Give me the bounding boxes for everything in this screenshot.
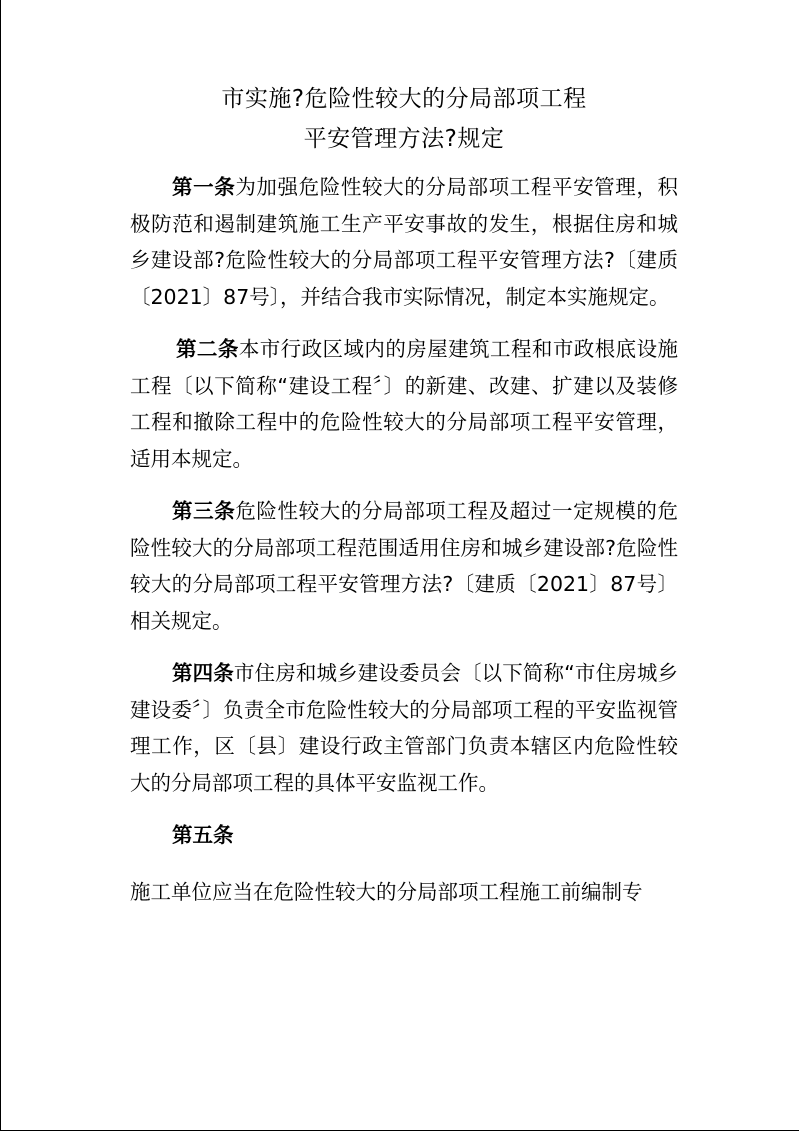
document-title-line-1: 市实施?危险性较大的分局部项工程 (221, 86, 587, 112)
article-1 (130, 169, 678, 315)
document-title-line-2: 平安管理方法?规定 (303, 126, 505, 152)
article-4-label: 第四条 (172, 661, 234, 685)
trailing-paragraph: 施工单位应当在危险性较大的分局部项工程施工前编制专 (130, 879, 643, 904)
article-5-label: 第五条 (172, 823, 234, 847)
article-4-text: 市住房和城乡建设委员会〔以下简称“市住房城乡建设委〞〕负责全市危险性较大的分局部项工程的平安监视管理工作，区〔县〕建设行政主管部门负责本辖区内危险性较大的分局部项工程的具体平安监视工作。 (130, 661, 678, 795)
article-2-label: 第二条 (176, 337, 239, 361)
article-1-label: 第一条 (172, 175, 236, 199)
article-3 (130, 493, 678, 639)
article-3-label: 第三条 (172, 499, 236, 523)
article-1-text: 为加强危险性较大的分局部项工程平安管理，积极防范和遏制建筑施工生产平安事故的发生，根据住房和城乡建设部?危险性较大的分局部项工程平安管理方法?〔建质〔2021〕87号〕，并结合我市实际情况，制定本实施规定。 (130, 175, 679, 309)
article-3-text: 危险性较大的分局部项工程及超过一定规模的危险性较大的分局部项工程范围适用住房和城乡建设部?危险性较大的分局部项工程平安管理方法?〔建质〔2021〕87号〕相关规定。 (130, 499, 679, 633)
document-body (130, 79, 678, 910)
article-5 (130, 817, 678, 854)
article-2 (130, 331, 678, 477)
article-2-text: 本市行政区域内的房屋建筑工程和市政根底设施工程〔以下简称“建设工程〞〕的新建、改建、扩建以及装修工程和撤除工程中的危险性较大的分局部项工程平安管理，适用本规定。 (130, 337, 679, 471)
article-4 (130, 655, 678, 801)
